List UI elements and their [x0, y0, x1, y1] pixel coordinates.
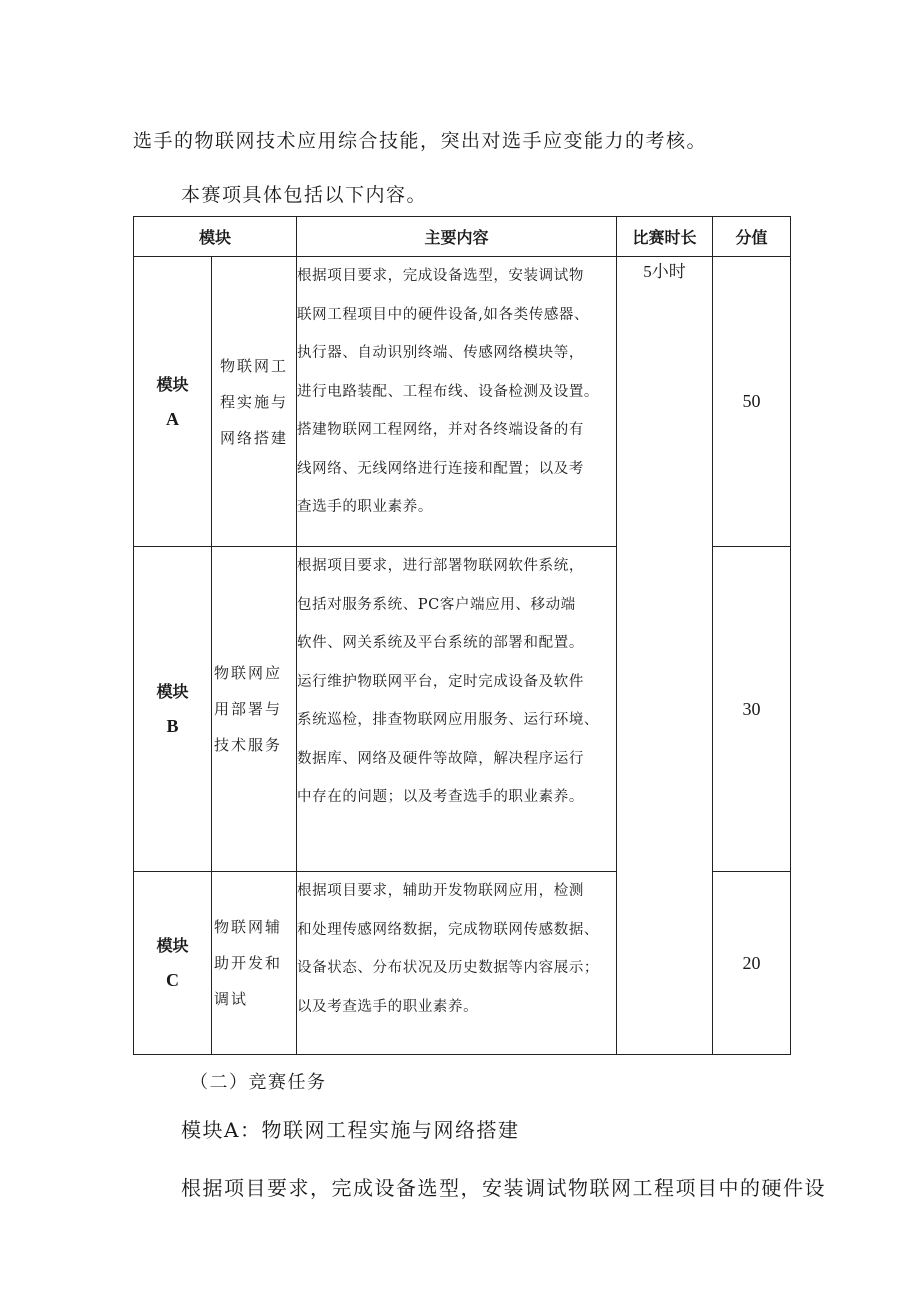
header-module: 模块	[134, 217, 297, 257]
module-b-name: 物联网应 用部署与 技术服务	[212, 547, 297, 872]
table-row-module-a	[134, 257, 791, 547]
module-c-score: 20	[713, 872, 791, 1055]
module-c-name: 物联网辅 助开发和 调试	[212, 872, 297, 1055]
module-a-score: 50	[713, 257, 791, 547]
header-duration: 比赛时长	[617, 217, 713, 257]
module-c-content: 根据项目要求，辅助开发物联网应用，检测 和处理传感网络数据，完成物联网传感数据、 设备状态、分布状况及历史数据等内容展示； 以及考查选手的职业素养。	[297, 872, 617, 1055]
module-a-label: 模块 A	[134, 257, 212, 547]
module-b-content: 根据项目要求，进行部署物联网软件系统， 包括对服务系统、PC客户端应用、移动端 软件、网关系统及平台系统的部署和配置。 运行维护物联网平台，定时完成设备及软件 系统巡检，排查物联网应用服务、运行环境、 数据库、网络及硬件等故障，解决程序运行 中存在的问题；以及考查选手的职业素养。	[297, 547, 617, 872]
table-header-row	[134, 217, 791, 257]
intro-paragraph: 选手的物联网技术应用综合技能，突出对选手应变能力的考核。	[133, 130, 708, 152]
module-b-score: 30	[713, 547, 791, 872]
header-score: 分值	[713, 217, 791, 257]
module-c-label: 模块 C	[134, 872, 212, 1055]
duration-cell: 5小时	[617, 257, 713, 1055]
header-content: 主要内容	[297, 217, 617, 257]
module-a-name: 物联网工 程实施与 网络搭建	[212, 257, 297, 547]
module-a-content: 根据项目要求，完成设备选型，安装调试物 联网工程项目中的硬件设备,如各类传感器、 执行器、自动识别终端、传感网络模块等， 进行电路装配、工程布线、设备检测及设置。 搭建物联网工程网络，并对各终端设备的有 线网络、无线网络进行连接和配置；以及考 查选手的职业素养。	[297, 257, 617, 547]
module-b-label: 模块 B	[134, 547, 212, 872]
module-table	[133, 216, 791, 1055]
content-intro-paragraph: 本赛项具体包括以下内容。	[181, 184, 428, 206]
module-a-paragraph: 根据项目要求，完成设备选型，安装调试物联网工程项目中的硬件设	[181, 1176, 826, 1200]
module-a-heading: 模块A：物联网工程实施与网络搭建	[181, 1118, 520, 1142]
section-heading: （二）竞赛任务	[190, 1072, 327, 1093]
